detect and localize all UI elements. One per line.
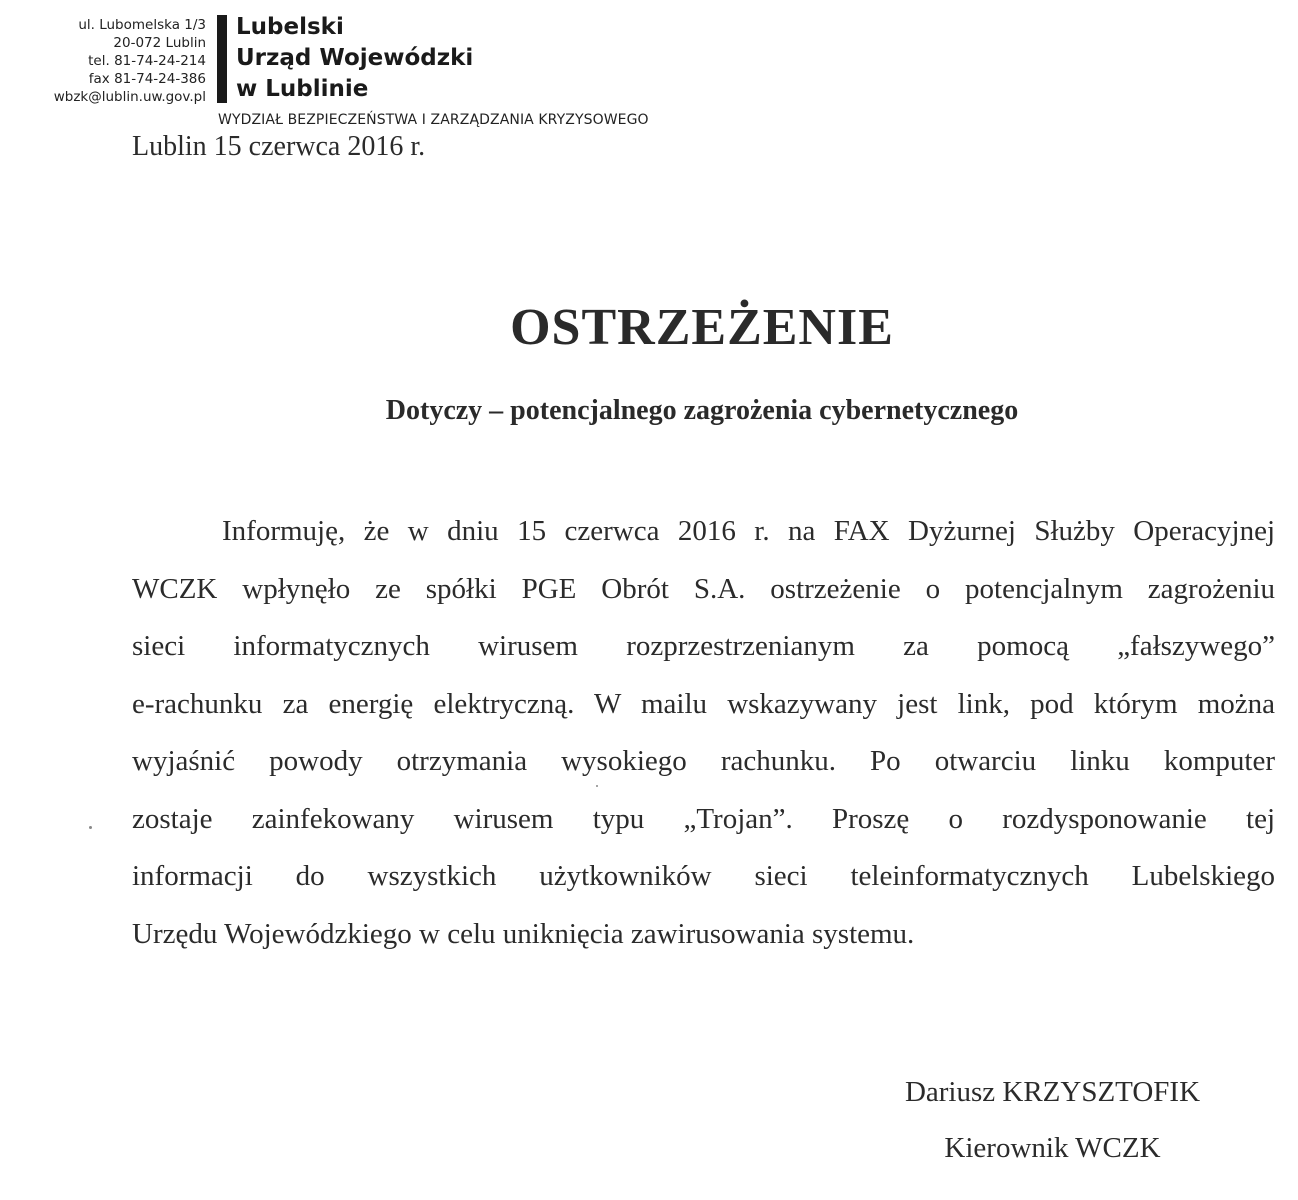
body-line: sieci informatycznych wirusem rozprzestrzenianym za pomocą „fałszywego”	[132, 630, 1275, 662]
address-email: wbzk@lublin.uw.gov.pl	[53, 89, 206, 105]
office-name-line-1: Lubelski	[236, 14, 344, 40]
address-postcode-city: 20-072 Lublin	[113, 35, 206, 51]
body-line: Informuję, że w dniu 15 czerwca 2016 r. na FAX Dyżurnej Służby Operacyjnej	[222, 515, 1275, 547]
address-street: ul. Lubomelska 1/3	[78, 17, 206, 33]
signatory-name: Dariusz KRZYSZTOFIK	[904, 1076, 1201, 1108]
body-line: e-rachunku za energię elektryczną. W mailu wskazywany jest link, pod którym można	[132, 687, 1275, 720]
date-line: Lublin 15 czerwca 2016 r.	[132, 131, 426, 162]
department-name: WYDZIAŁ BEZPIECZEŃSTWA I ZARZĄDZANIA KRYZYSOWEGO	[218, 112, 649, 128]
scan-speck	[596, 785, 598, 787]
office-name-line-3: w Lublinie	[236, 76, 369, 102]
body-line: WCZK wpłynęło ze spółki PGE Obrót S.A. ostrzeżenie o potencjalnym zagrożeniu	[132, 572, 1275, 605]
scan-speck	[89, 826, 92, 829]
body-line: wyjaśnić powody otrzymania wysokiego rachunku. Po otwarciu linku komputer	[132, 745, 1275, 777]
body-line: informacji do wszystkich użytkowników sieci teleinformatycznych Lubelskiego	[132, 860, 1275, 892]
letterhead-address	[10, 16, 206, 106]
letterhead-divider-bar	[217, 15, 227, 103]
address-fax: fax 81-74-24-386	[88, 71, 206, 87]
body-paragraph	[132, 503, 1275, 963]
body-line: zostaje zainfekowany wirusem typu „Trojan”. Proszę o rozdysponowanie tej	[132, 802, 1275, 835]
signatory-role: Kierownik WCZK	[944, 1132, 1161, 1164]
document-title: OSTRZEŻENIE	[510, 299, 894, 356]
office-name-line-2: Urząd Wojewódzki	[236, 45, 474, 71]
office-name	[236, 12, 473, 105]
body-line: Urzędu Wojewódzkiego w celu uniknięcia zawirusowania systemu.	[132, 917, 915, 950]
document-subtitle: Dotyczy – potencjalnego zagrożenia cybernetycznego	[385, 395, 1019, 426]
address-phone: tel. 81-74-24-214	[88, 53, 206, 69]
